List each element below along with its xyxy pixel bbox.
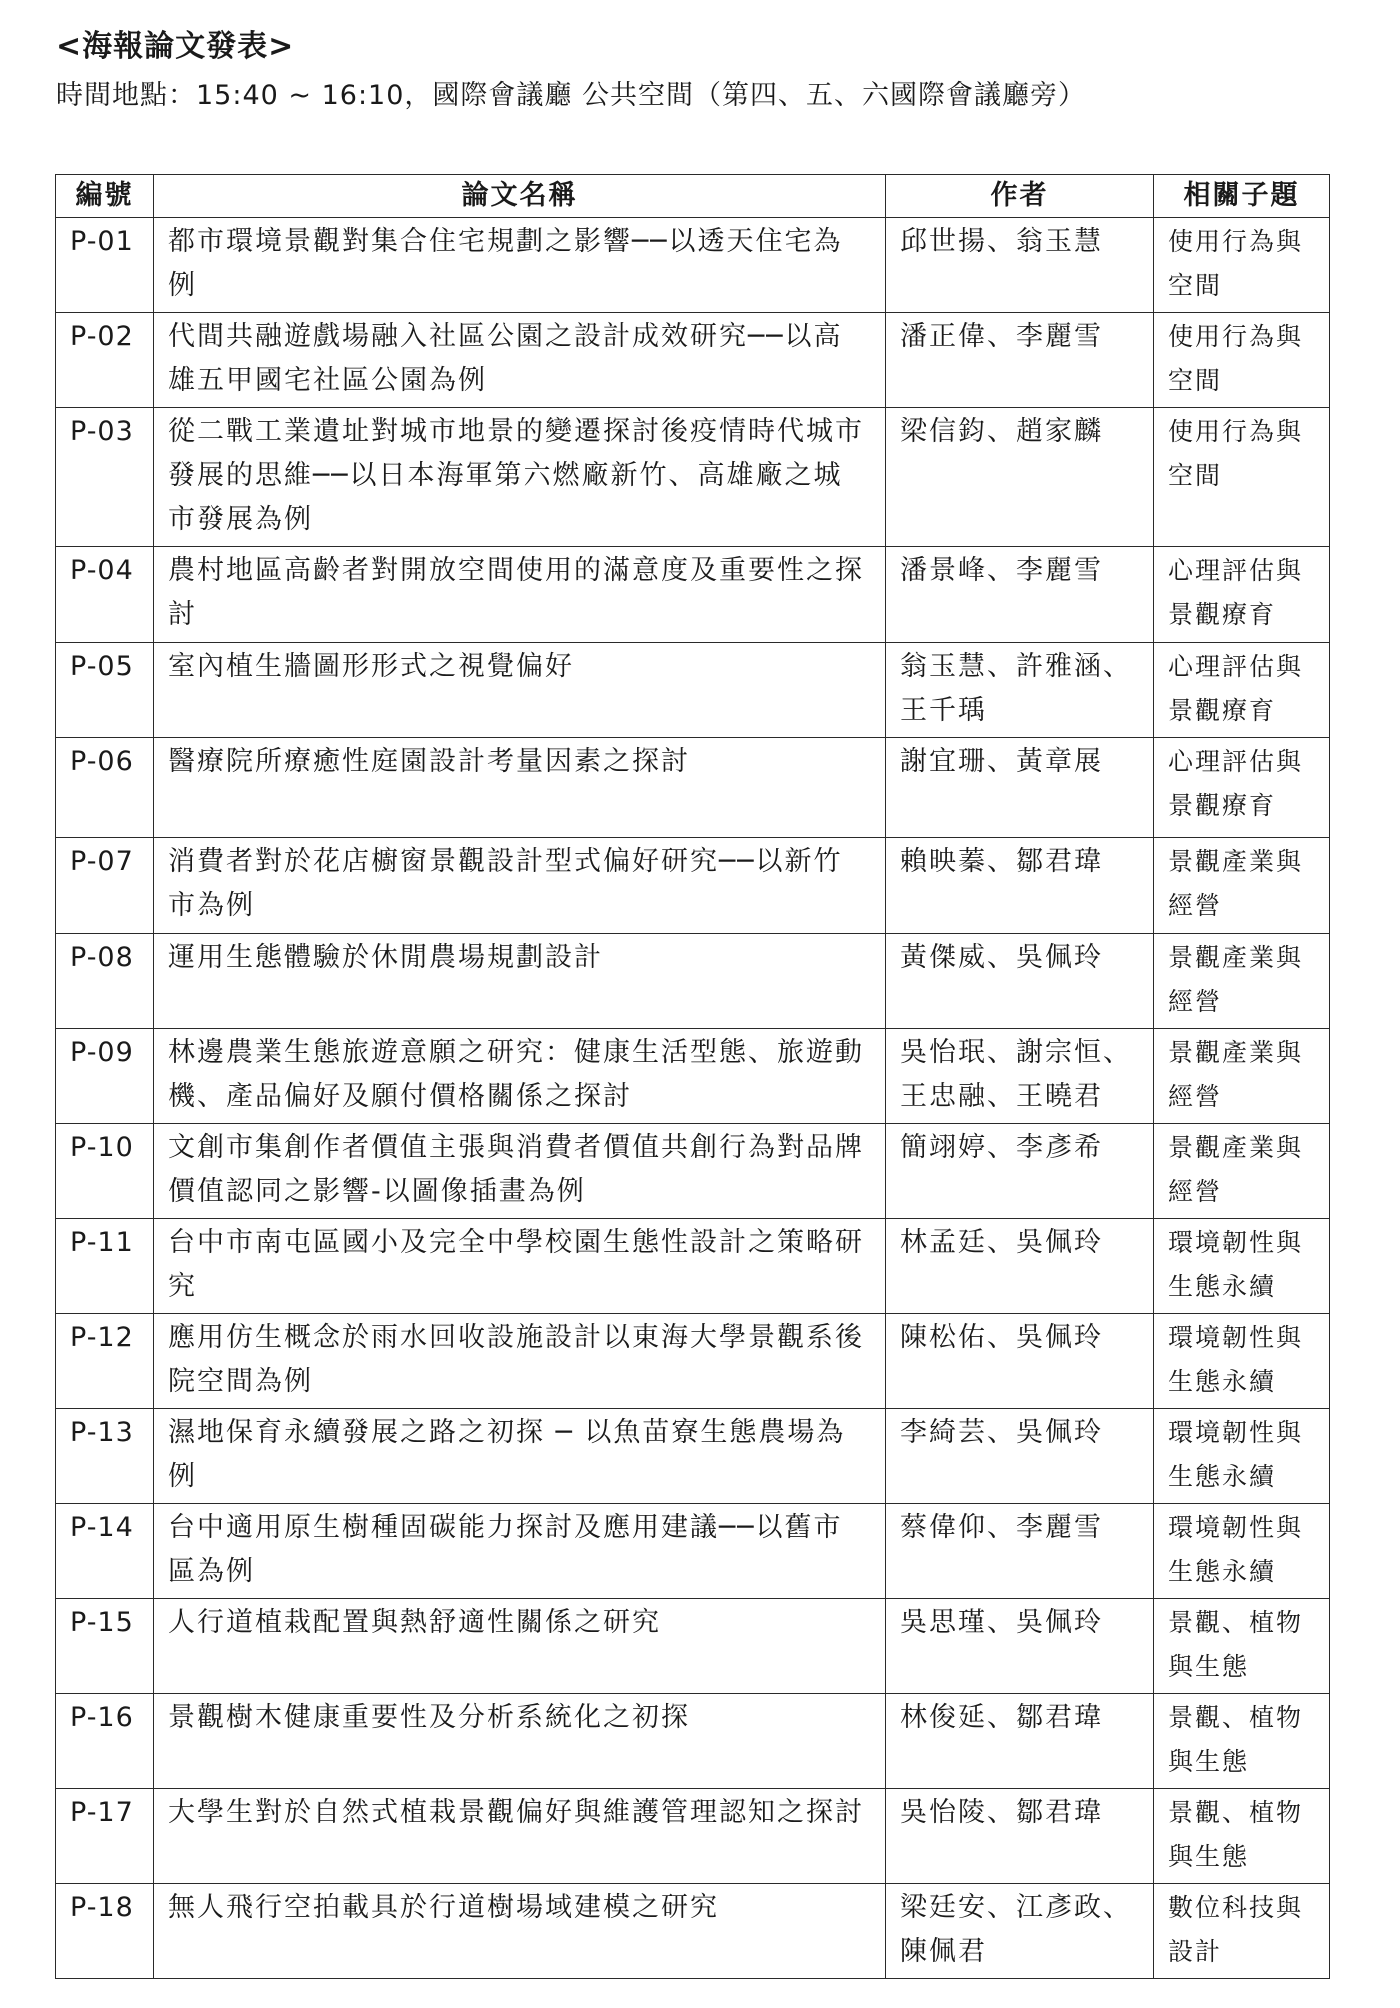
row-title: 林邊農業生態旅遊意願之研究：健康生活型態、旅遊動機、產品偏好及願付價格關係之探討 — [154, 1029, 886, 1124]
row-code: P-05 — [56, 643, 154, 738]
table-row — [56, 1694, 1330, 1789]
row-code: P-03 — [56, 408, 154, 547]
header-code: 編號 — [56, 175, 154, 218]
header-topic: 相關子題 — [1154, 175, 1330, 218]
row-title: 醫療院所療癒性庭園設計考量因素之探討 — [154, 738, 886, 838]
row-topic: 使用行為與空間 — [1154, 313, 1330, 408]
table-row — [56, 1599, 1330, 1694]
row-topic: 心理評估與景觀療育 — [1154, 643, 1330, 738]
table-row — [56, 1409, 1330, 1504]
row-code: P-13 — [56, 1409, 154, 1504]
row-title: 應用仿生概念於雨水回收設施設計以東海大學景觀系後院空間為例 — [154, 1314, 886, 1409]
row-authors: 梁廷安、江彥政、陳佩君 — [886, 1884, 1154, 1979]
row-title: 無人飛行空拍載具於行道樹場域建模之研究 — [154, 1884, 886, 1979]
row-topic: 環境韌性與生態永續 — [1154, 1219, 1330, 1314]
table-row — [56, 218, 1330, 313]
table-row — [56, 1124, 1330, 1219]
row-code: P-15 — [56, 1599, 154, 1694]
row-topic: 景觀、植物與生態 — [1154, 1789, 1330, 1884]
row-code: P-04 — [56, 547, 154, 643]
row-authors: 黃傑威、吳佩玲 — [886, 934, 1154, 1029]
table-row — [56, 934, 1330, 1029]
row-title: 從二戰工業遺址對城市地景的變遷探討後疫情時代城市發展的思維──以日本海軍第六燃廠新竹、高雄廠之城市發展為例 — [154, 408, 886, 547]
row-code: P-07 — [56, 838, 154, 934]
row-authors: 梁信鈞、趙家麟 — [886, 408, 1154, 547]
row-topic: 環境韌性與生態永續 — [1154, 1314, 1330, 1409]
row-authors: 潘正偉、李麗雪 — [886, 313, 1154, 408]
table-body — [56, 218, 1330, 1979]
row-title: 台中適用原生樹種固碳能力探討及應用建議──以舊市區為例 — [154, 1504, 886, 1599]
table-row — [56, 408, 1330, 547]
table-row — [56, 643, 1330, 738]
row-title: 消費者對於花店櫥窗景觀設計型式偏好研究──以新竹市為例 — [154, 838, 886, 934]
row-code: P-12 — [56, 1314, 154, 1409]
row-topic: 環境韌性與生態永續 — [1154, 1409, 1330, 1504]
row-authors: 吳怡珉、謝宗恒、王忠融、王曉君 — [886, 1029, 1154, 1124]
row-authors: 吳思瑾、吳佩玲 — [886, 1599, 1154, 1694]
row-topic: 景觀、植物與生態 — [1154, 1599, 1330, 1694]
table-row — [56, 547, 1330, 643]
row-code: P-14 — [56, 1504, 154, 1599]
row-authors: 邱世揚、翁玉慧 — [886, 218, 1154, 313]
time-place-line: 時間地點：15:40 ~ 16:10，國際會議廳 公共空間（第四、五、六國際會議廳旁） — [56, 80, 1086, 111]
row-title: 運用生態體驗於休閒農場規劃設計 — [154, 934, 886, 1029]
row-title: 都市環境景觀對集合住宅規劃之影響──以透天住宅為例 — [154, 218, 886, 313]
table-row — [56, 313, 1330, 408]
row-topic: 心理評估與景觀療育 — [1154, 547, 1330, 643]
table-row — [56, 838, 1330, 934]
row-authors: 謝宜珊、黃章展 — [886, 738, 1154, 838]
row-topic: 使用行為與空間 — [1154, 408, 1330, 547]
row-code: P-01 — [56, 218, 154, 313]
table-row — [56, 1789, 1330, 1884]
row-title: 文創市集創作者價值主張與消費者價值共創行為對品牌價值認同之影響-以圖像插畫為例 — [154, 1124, 886, 1219]
row-title: 室內植生牆圖形形式之視覺偏好 — [154, 643, 886, 738]
table-header-row — [56, 175, 1330, 218]
row-authors: 簡翊婷、李彥希 — [886, 1124, 1154, 1219]
row-code: P-11 — [56, 1219, 154, 1314]
row-topic: 景觀產業與經營 — [1154, 1124, 1330, 1219]
row-title: 大學生對於自然式植栽景觀偏好與維護管理認知之探討 — [154, 1789, 886, 1884]
table-row — [56, 1504, 1330, 1599]
row-code: P-10 — [56, 1124, 154, 1219]
poster-paper-table — [55, 174, 1330, 1979]
header-authors: 作者 — [886, 175, 1154, 218]
row-authors: 翁玉慧、許雅涵、王千瑀 — [886, 643, 1154, 738]
section-title: <海報論文發表> — [56, 29, 295, 64]
table-row — [56, 1314, 1330, 1409]
row-title: 農村地區高齡者對開放空間使用的滿意度及重要性之探討 — [154, 547, 886, 643]
row-title: 人行道植栽配置與熱舒適性關係之研究 — [154, 1599, 886, 1694]
row-code: P-08 — [56, 934, 154, 1029]
row-code: P-18 — [56, 1884, 154, 1979]
row-title: 代間共融遊戲場融入社區公園之設計成效研究──以高雄五甲國宅社區公園為例 — [154, 313, 886, 408]
row-code: P-16 — [56, 1694, 154, 1789]
row-authors: 陳松佑、吳佩玲 — [886, 1314, 1154, 1409]
row-authors: 潘景峰、李麗雪 — [886, 547, 1154, 643]
row-code: P-17 — [56, 1789, 154, 1884]
row-topic: 景觀產業與經營 — [1154, 838, 1330, 934]
row-authors: 賴映蓁、鄒君瑋 — [886, 838, 1154, 934]
row-code: P-09 — [56, 1029, 154, 1124]
table-row — [56, 738, 1330, 838]
row-topic: 景觀、植物與生態 — [1154, 1694, 1330, 1789]
header-block — [56, 22, 1086, 120]
row-code: P-06 — [56, 738, 154, 838]
row-topic: 心理評估與景觀療育 — [1154, 738, 1330, 838]
row-authors: 蔡偉仰、李麗雪 — [886, 1504, 1154, 1599]
row-title: 濕地保育永續發展之路之初探 ─ 以魚苗寮生態農場為例 — [154, 1409, 886, 1504]
row-title: 台中市南屯區國小及完全中學校園生態性設計之策略研究 — [154, 1219, 886, 1314]
row-code: P-02 — [56, 313, 154, 408]
row-authors: 李綺芸、吳佩玲 — [886, 1409, 1154, 1504]
row-title: 景觀樹木健康重要性及分析系統化之初探 — [154, 1694, 886, 1789]
row-authors: 林孟廷、吳佩玲 — [886, 1219, 1154, 1314]
row-topic: 景觀產業與經營 — [1154, 934, 1330, 1029]
table-row — [56, 1884, 1330, 1979]
table-row — [56, 1219, 1330, 1314]
row-authors: 林俊延、鄒君瑋 — [886, 1694, 1154, 1789]
row-topic: 景觀產業與經營 — [1154, 1029, 1330, 1124]
header-title: 論文名稱 — [154, 175, 886, 218]
row-topic: 環境韌性與生態永續 — [1154, 1504, 1330, 1599]
row-topic: 數位科技與設計 — [1154, 1884, 1330, 1979]
table-row — [56, 1029, 1330, 1124]
row-authors: 吳怡陵、鄒君瑋 — [886, 1789, 1154, 1884]
row-topic: 使用行為與空間 — [1154, 218, 1330, 313]
